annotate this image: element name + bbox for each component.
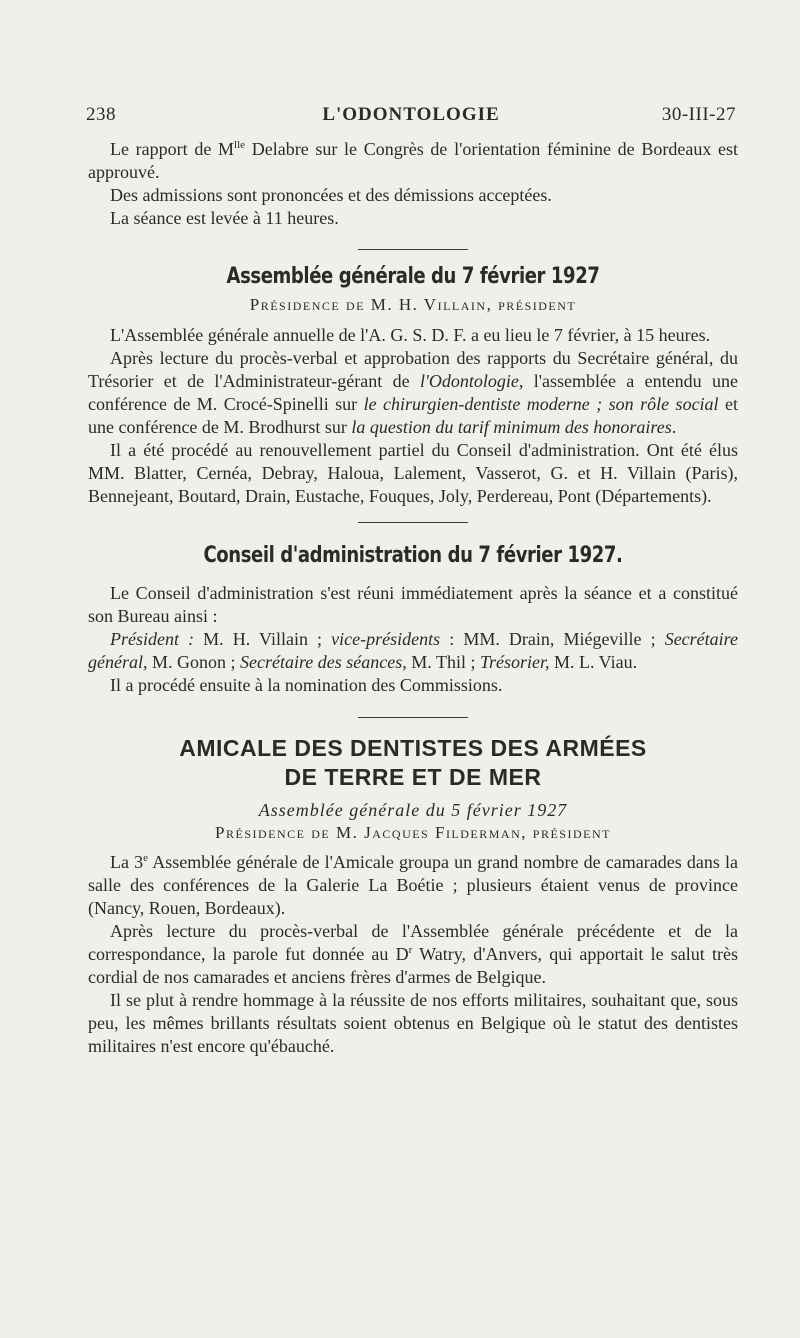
page-number: 238 [86, 104, 116, 125]
divider [358, 522, 468, 523]
amicale-paragraph-1: La 3e Assemblée générale de l'Amicale groupa un grand nombre de camarades dans la salle des conférences de la Galerie La Boétie ; plusieurs étaient venus de province (Nancy, Rouen, Bordeaux). [88, 852, 739, 918]
assemblee-paragraph-3: Il a été procédé au renouvellement partiel du Conseil d'administration. Ont été élus MM. Blatter, Cernéa, Debray, Haloua, Lalement, Vasserot, G. et H. Villain (Paris), Bennejeant, Boutard, Drain, Eustache, Fouques, Joly, Perdereau, Pont (Départements). [88, 440, 738, 506]
issue-date: 30-III-27 [661, 104, 736, 125]
divider [358, 717, 468, 718]
intro-paragraph-2: Des admissions sont prononcées et des démissions acceptées. [110, 185, 552, 205]
presidence-line: Présidence de M. Jacques Filderman, président [215, 823, 611, 842]
conseil-paragraph-3: Il a procédé ensuite à la nomination des Commissions. [110, 675, 503, 695]
amicale-paragraph-3: Il se plut à rendre hommage à la réussite de nos efforts militaires, souhaitant que, sous peu, les mêmes brillants résultats soient obtenus en Belgique où le statut des dentistes militaires n'est encore qu'ébauché. [88, 990, 738, 1056]
section-title-conseil: Conseil d'administration du 7 février 1927. [203, 543, 623, 568]
divider [358, 249, 468, 250]
section-title-assemblee: Assemblée générale du 7 février 1927 [226, 264, 600, 289]
journal-title: L'ODONTOLOGIE [322, 104, 500, 125]
section-title-amicale-line-2: DE TERRE ET DE MER [284, 764, 542, 790]
page-body [88, 138, 738, 1058]
amicale-subtitle: Assemblée générale du 5 février 1927 [258, 800, 568, 820]
assemblee-paragraph-1: L'Assemblée générale annuelle de l'A. G. S. D. F. a eu lieu le 7 février, à 15 heures. [110, 325, 711, 345]
section-title-amicale-line-1: AMICALE DES DENTISTES DES ARMÉES [179, 735, 647, 761]
conseil-paragraph-1: Le Conseil d'administration s'est réuni immédiatement après la séance et a constitué son Bureau ainsi : [88, 583, 738, 626]
presidence-line: Présidence de M. H. Villain, président [249, 295, 577, 314]
intro-paragraph-1: Le rapport de $M^{lle}$ Delabre sur le Congrès de l'orientation féminine de Bordeaux est approuvé. [88, 139, 738, 182]
amicale-paragraph-2: Après lecture du procès-verbal de l'Assemblée générale précédente et de la correspondance, la parole fut donnée au $D^r$ Watry, d'Anvers, qui apportait le salut très cordial de nos camarades et anciens frères d'armes de Belgique. [88, 921, 738, 987]
intro-paragraph-3: La séance est levée à 11 heures. [110, 208, 339, 228]
assemblee-paragraph-2: Après lecture du procès-verbal et approbation des rapports du Secrétaire général, du Trésorier et de l'Administrateur-gérant de l'Odontologie, l'assemblée a entendu une conférence de M. Crocé-Spinelli sur le chirurgien-dentiste moderne ; son rôle social et une conférence de M. Brodhurst sur la question du tarif minimum des honoraires. [88, 348, 739, 437]
conseil-paragraph-2: Président : M. H. Villain ; vice-présidents : MM. Drain, Miégeville ; Secrétaire général, M. Gonon ; Secrétaire des séances, M. Thil ; Trésorier, M. L. Viau. [88, 629, 738, 672]
